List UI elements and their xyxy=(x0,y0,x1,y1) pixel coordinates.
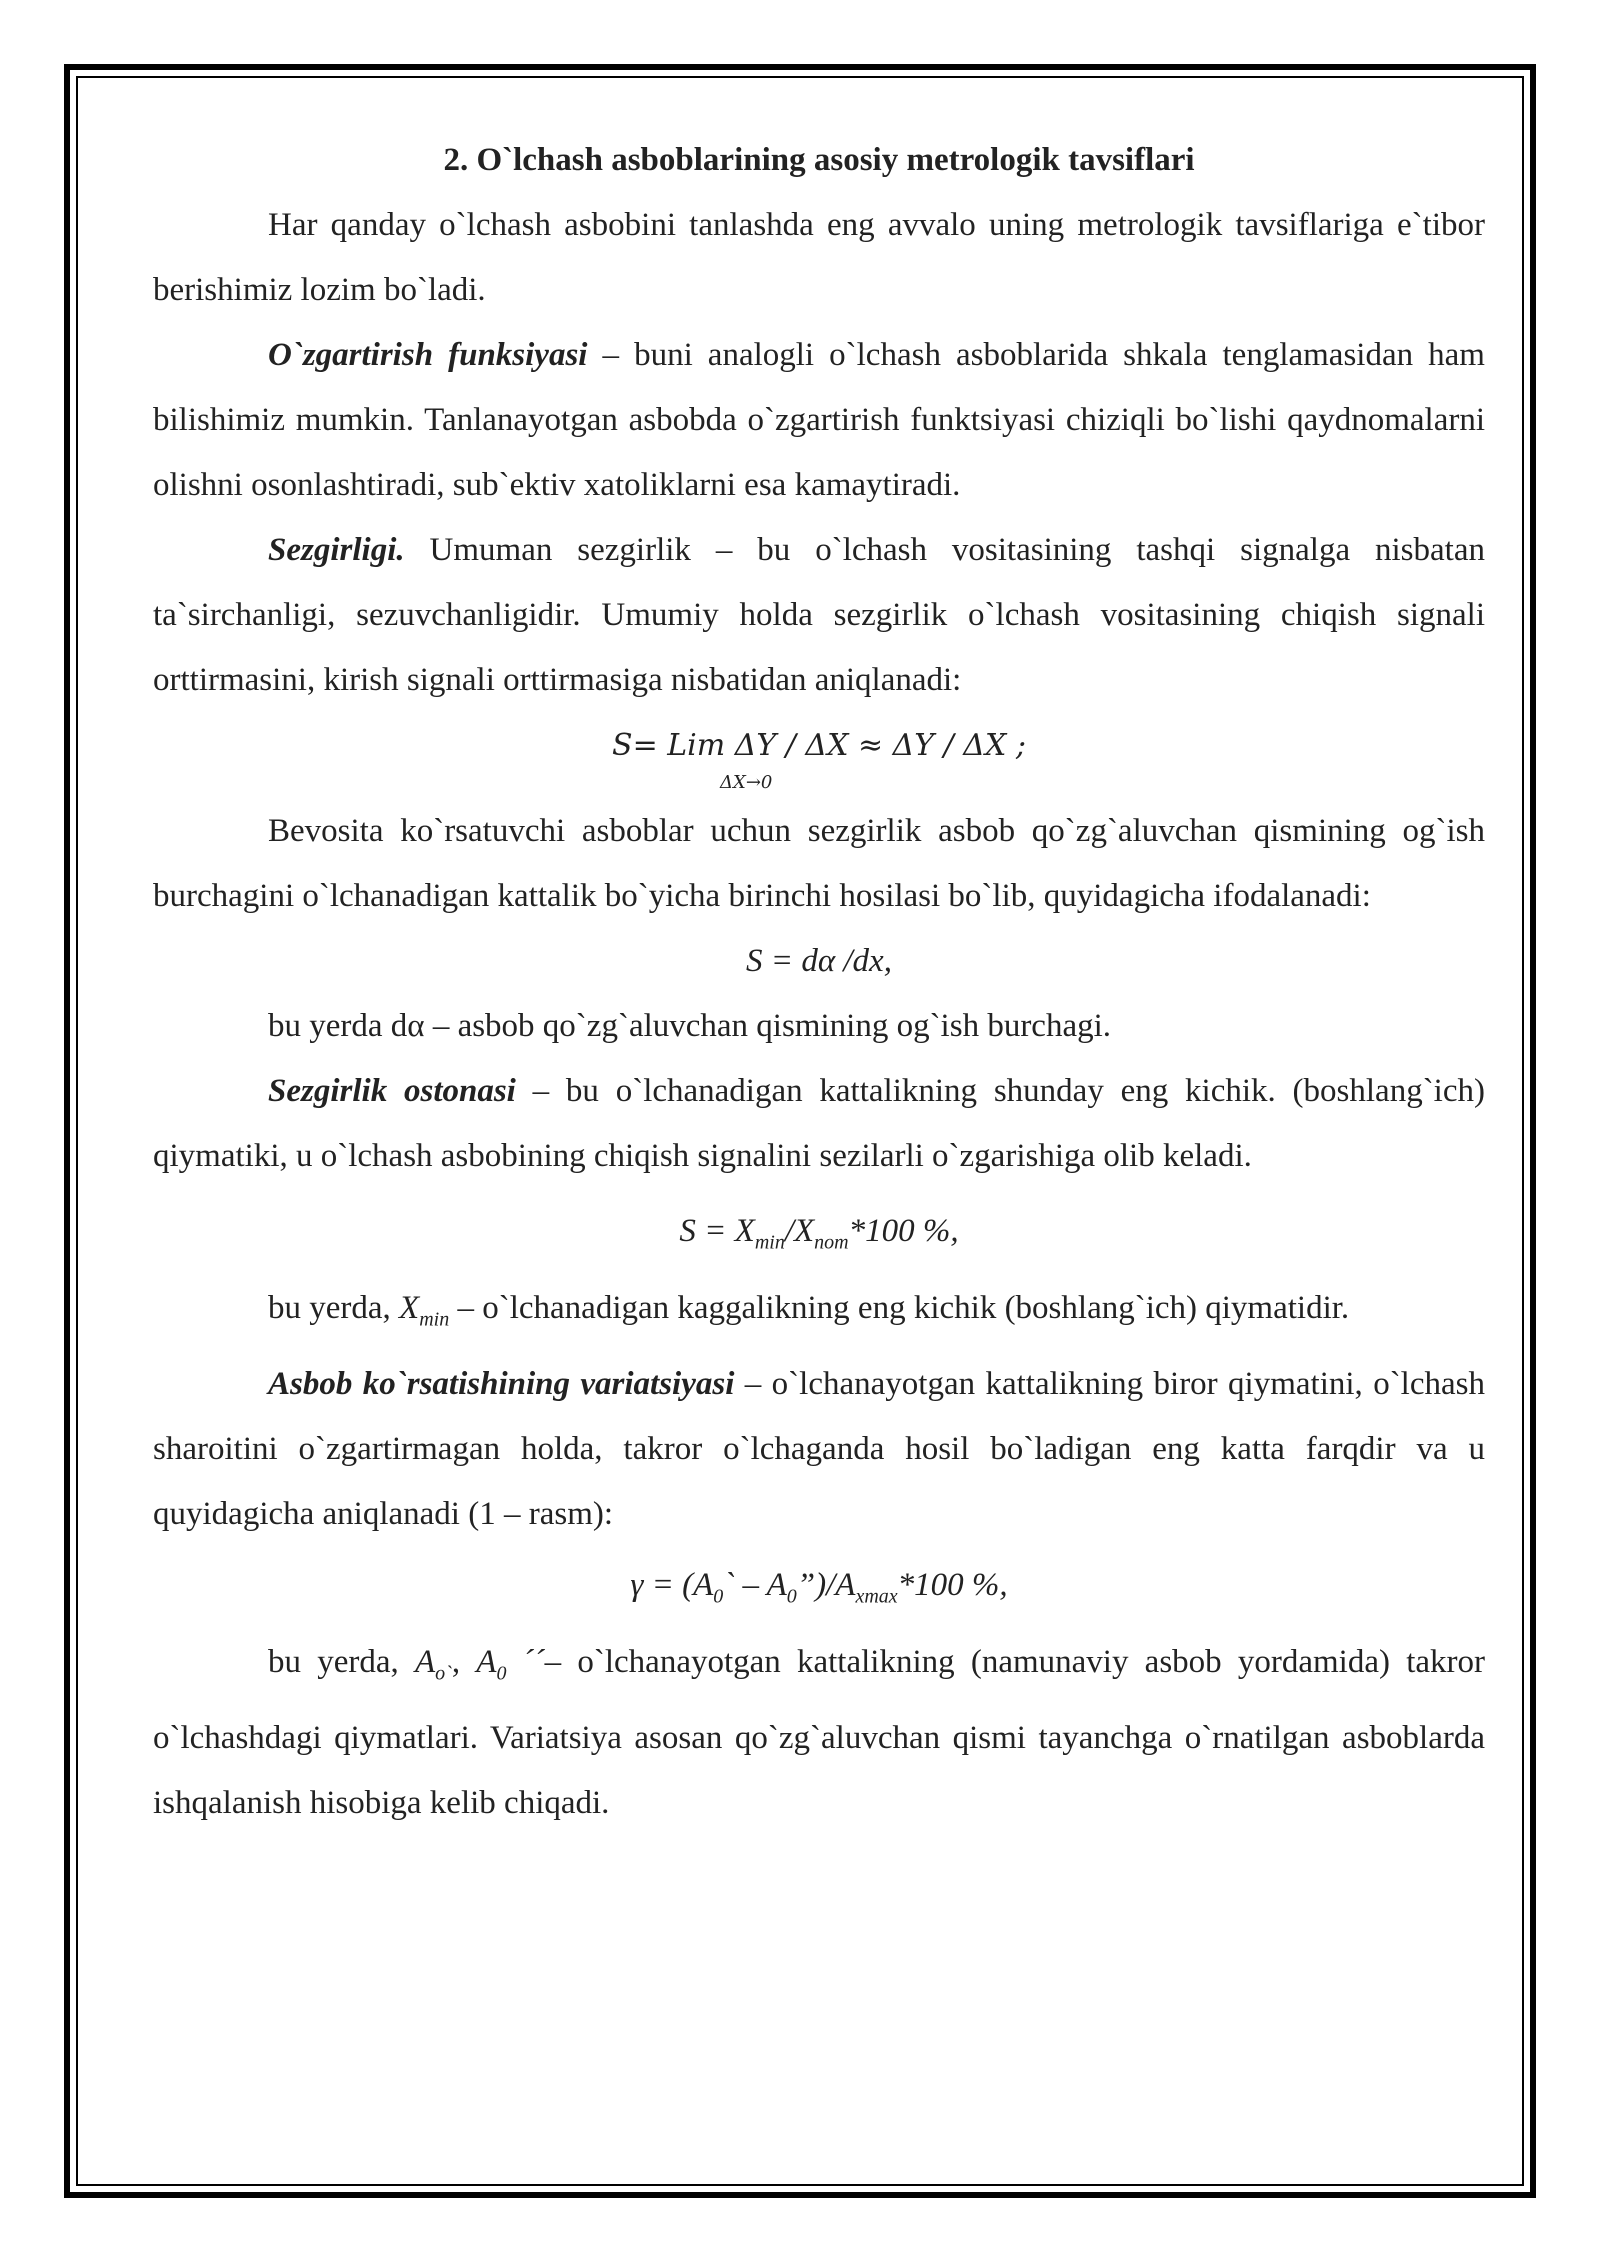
paragraph-text: bu yerda, xyxy=(268,1289,400,1326)
paragraph-where-xmin xyxy=(153,1276,1485,1353)
paragraph-intro: Har qanday o`lchash asbobini tanlashda eng avvalo uning metrologik tavsiflariga e`tibor berishimiz lozim bo`ladi. xyxy=(153,207,1485,308)
formula-part: *100 %, xyxy=(848,1213,959,1249)
variable-subscript: o` xyxy=(435,1662,452,1685)
formula-part: ”)/A xyxy=(796,1567,856,1604)
paragraph-text: – o`lchanayotgan kattalikning (namunaviy asbob yordamida) takror o`lchashdagi qiymatlari. Variatsiya asosan qo`zg`aluvchan qismi tayanchga o`rnatilgan asboblarda ishqalanish hisobiga kelib chiqadi. xyxy=(153,1643,1485,1822)
formula-limit-subscript: ΔX→0 xyxy=(720,772,773,793)
paragraph-variation xyxy=(153,1352,1485,1547)
formula-part: γ = (A xyxy=(630,1567,714,1604)
formula-main: S= Lim ΔY / ΔX ≈ ΔY / ΔX ; xyxy=(612,728,1026,763)
paragraph-where-a0 xyxy=(153,1630,1485,1837)
paragraph-conversion-function xyxy=(153,323,1485,518)
paragraph-where-alpha: bu yerda dα – asbob qo`zg`aluvchan qismining og`ish burchagi. xyxy=(268,1008,1112,1044)
formula-variation xyxy=(153,1553,1485,1630)
paragraph-direct-reading: Bevosita ko`rsatuvchi asboblar uchun sezgirlik asbob qo`zg`aluvchan qismining og`ish burchagini o`lchanadigan kattalik bo`yicha birinchi hosilasi bo`lib, quyidagicha ifodalanadi: xyxy=(153,813,1485,914)
formula-threshold xyxy=(153,1199,1485,1276)
term-sensitivity: Sezgirligi. xyxy=(268,532,405,568)
formula-part: S = X xyxy=(679,1213,755,1249)
variable-subscript: 0 xyxy=(496,1662,507,1685)
term-variation: Asbob ko`rsatishining variatsiyasi xyxy=(268,1366,735,1403)
paragraph-text: – o`lchanadigan kaggalikning eng kichik (boshlang`ich) qiymatidir. xyxy=(449,1289,1350,1326)
paragraph-text: Umuman sezgirlik – bu o`lchash vositasining tashqi signalga nisbatan ta`sirchanligi, sezuvchanligidir. Umumiy holda sezgirlik o`lchash vositasining chiqish signali orttirmasini, kirish signali orttirmasiga nisbatidan aniqlanadi: xyxy=(153,532,1485,698)
formula-subscript: 0 xyxy=(713,1585,724,1608)
formula-sensitivity-limit xyxy=(153,713,1485,799)
paragraph-threshold xyxy=(153,1059,1485,1189)
formula-derivative: S = dα /dx, xyxy=(746,943,892,979)
formula-subscript: nom xyxy=(814,1231,849,1254)
paragraph-text: bu yerda, xyxy=(268,1643,415,1680)
formula-subscript: min xyxy=(754,1231,785,1254)
variable: A xyxy=(414,1643,436,1680)
variable: A xyxy=(476,1643,497,1680)
term-conversion-function: O`zgartirish funksiyasi xyxy=(268,337,588,373)
paragraph-sensitivity xyxy=(153,518,1485,713)
variable: X xyxy=(399,1289,420,1326)
variable-primes: ´´ xyxy=(506,1643,545,1680)
paragraph-text: – bu o`lchanadigan kattalikning shunday eng kichik. (boshlang`ich) qiymatiki, u o`lchash asbobining chiqish signalini sezilarli o`zgarishiga olib keladi. xyxy=(153,1073,1485,1174)
term-threshold: Sezgirlik ostonasi xyxy=(268,1073,516,1109)
document-page xyxy=(153,128,1485,1836)
variable-subscript: min xyxy=(419,1308,450,1331)
paragraph-text: , xyxy=(451,1643,477,1680)
paragraph-text: – o`lchanayotgan kattalikning biror qiymatini, o`lchash sharoitini o`zgartirmagan holda, takror o`lchaganda hosil bo`ladigan eng katta farqdir va u quyidagicha aniqlanadi (1 – rasm): xyxy=(153,1366,1485,1533)
formula-subscript: 0 xyxy=(786,1585,797,1608)
paragraph-text: – buni analogli o`lchash asboblarida shkala tenglamasidan ham bilishimiz mumkin. Tanlanayotgan asbobda o`zgartirish funktsiyasi chiziqli bo`lishi qaydnomalarni olishni osonlashtiradi, sub`ektiv xatoliklarni esa kamaytiradi. xyxy=(153,337,1485,503)
section-title: 2. O`lchash asboblarining asosiy metrologik tavsiflari xyxy=(443,142,1195,178)
formula-part: ` – A xyxy=(723,1567,787,1604)
formula-subscript: xmax xyxy=(855,1585,898,1608)
formula-part: /X xyxy=(784,1213,815,1249)
formula-part: *100 %, xyxy=(897,1567,1008,1604)
